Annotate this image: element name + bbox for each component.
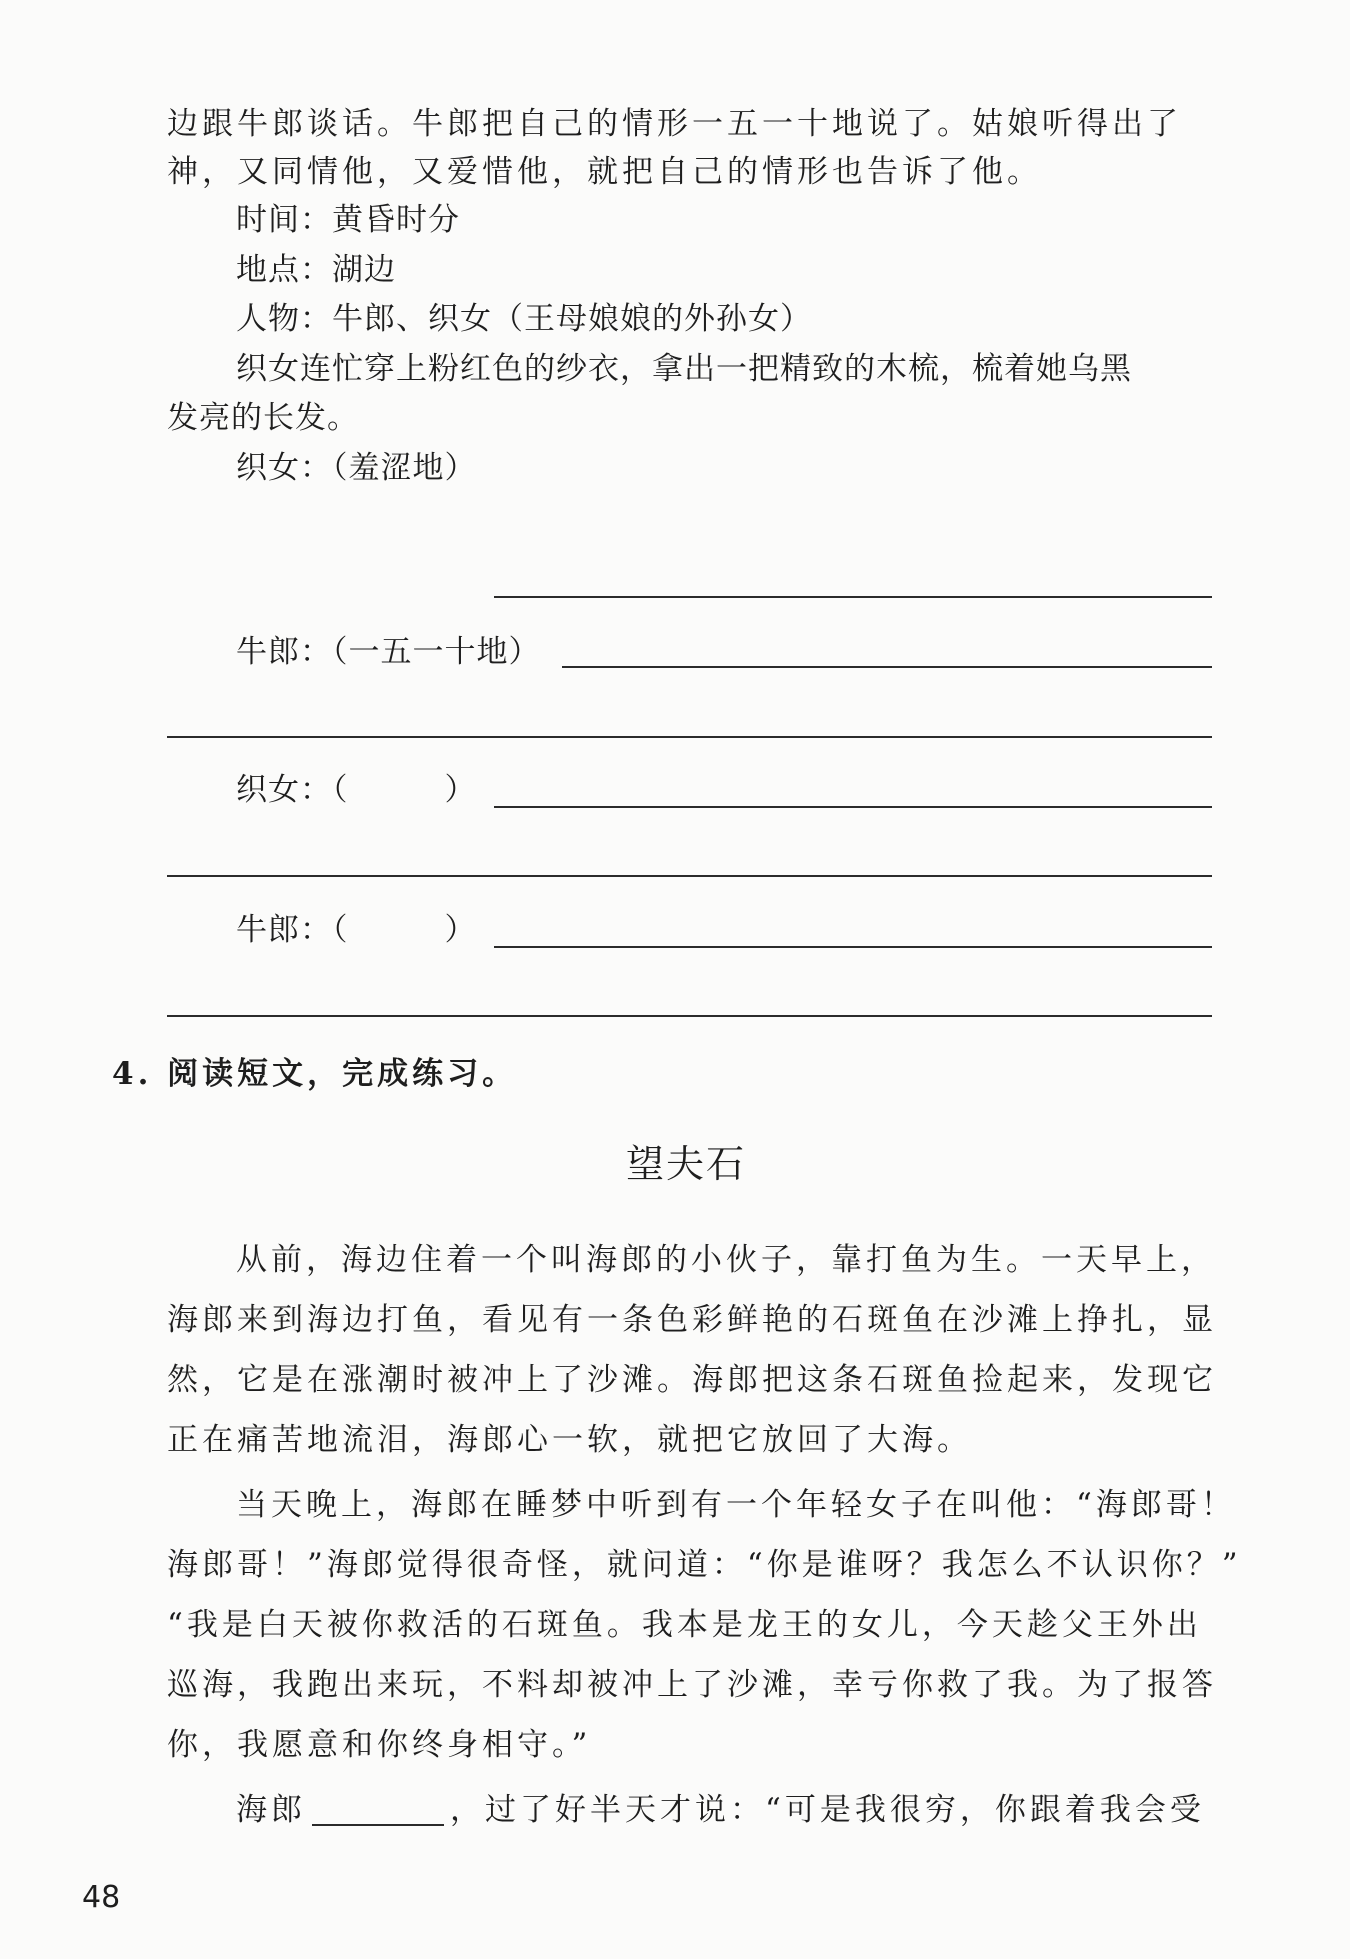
story-line: “我是白天被你救活的石斑鱼。我本是龙王的女儿，今天趁父王外出	[167, 1607, 1202, 1643]
answer-blank[interactable]	[494, 596, 1212, 598]
answer-blank[interactable]	[562, 666, 1212, 668]
fill-in-blank[interactable]	[312, 1794, 444, 1826]
dialogue-manner: （一五一十地）	[332, 634, 541, 670]
story-line: 海郎来到海边打鱼，看见有一条色彩鲜艳的石斑鱼在沙滩上挣扎，显	[167, 1302, 1217, 1338]
answer-blank[interactable]	[167, 875, 1212, 877]
dialogue-prompt	[236, 448, 477, 488]
stage-direction-line: 织女连忙穿上粉红色的纱衣，拿出一把精致的木梳，梳着她乌黑	[236, 351, 1132, 387]
answer-blank[interactable]	[167, 1015, 1212, 1017]
answer-blank[interactable]	[494, 806, 1212, 808]
story-line: 当天晚上，海郎在睡梦中听到有一个年轻女子在叫他：“海郎哥！	[236, 1487, 1236, 1523]
story-line: 然，它是在涨潮时被冲上了沙滩。海郎把这条石斑鱼捡起来，发现它	[167, 1362, 1217, 1398]
dialogue-manner: （ ）	[332, 772, 477, 808]
dialogue-speaker: 牛郎：	[236, 634, 332, 670]
story-line-with-blank	[236, 1790, 1205, 1830]
question-heading	[112, 1054, 517, 1094]
dialogue-manner: （ ）	[332, 912, 477, 948]
dialogue-speaker: 织女：	[236, 772, 332, 808]
passage-line: 边跟牛郎谈话。牛郎把自己的情形一五一十地说了。姑娘听得出了	[167, 106, 1182, 142]
story-line: 正在痛苦地流泪，海郎心一软，就把它放回了大海。	[167, 1422, 972, 1458]
script-place: 地点：湖边	[236, 252, 396, 288]
question-number: 4.	[112, 1056, 153, 1092]
question-instruction: 阅读短文，完成练习。	[167, 1056, 518, 1092]
stage-direction-line: 发亮的长发。	[167, 400, 359, 436]
script-time: 时间：黄昏时分	[236, 202, 460, 238]
dialogue-manner: （羞涩地）	[332, 450, 477, 486]
story-text: 海郎	[236, 1792, 306, 1828]
story-line: 从前，海边住着一个叫海郎的小伙子，靠打鱼为生。一天早上，	[236, 1242, 1216, 1278]
page-number: 48	[82, 1880, 121, 1915]
story-text: ，过了好半天才说：“可是我很穷，你跟着我会受	[450, 1792, 1205, 1828]
story-line: 你，我愿意和你终身相守。”	[167, 1727, 592, 1763]
story-line: 巡海，我跑出来玩，不料却被冲上了沙滩，幸亏你救了我。为了报答	[167, 1667, 1217, 1703]
dialogue-prompt	[236, 910, 477, 950]
script-characters: 人物：牛郎、织女（王母娘娘的外孙女）	[236, 301, 812, 337]
dialogue-prompt	[236, 770, 477, 810]
answer-blank[interactable]	[167, 736, 1212, 738]
dialogue-prompt	[236, 632, 541, 672]
dialogue-speaker: 牛郎：	[236, 912, 332, 948]
dialogue-speaker: 织女：	[236, 450, 332, 486]
answer-blank[interactable]	[494, 946, 1212, 948]
story-line: 海郎哥！”海郎觉得很奇怪，就问道：“你是谁呀？我怎么不认识你？”	[167, 1547, 1242, 1583]
story-title: 望夫石	[626, 1142, 747, 1186]
passage-line: 神，又同情他，又爱惜他，就把自己的情形也告诉了他。	[167, 154, 1042, 190]
